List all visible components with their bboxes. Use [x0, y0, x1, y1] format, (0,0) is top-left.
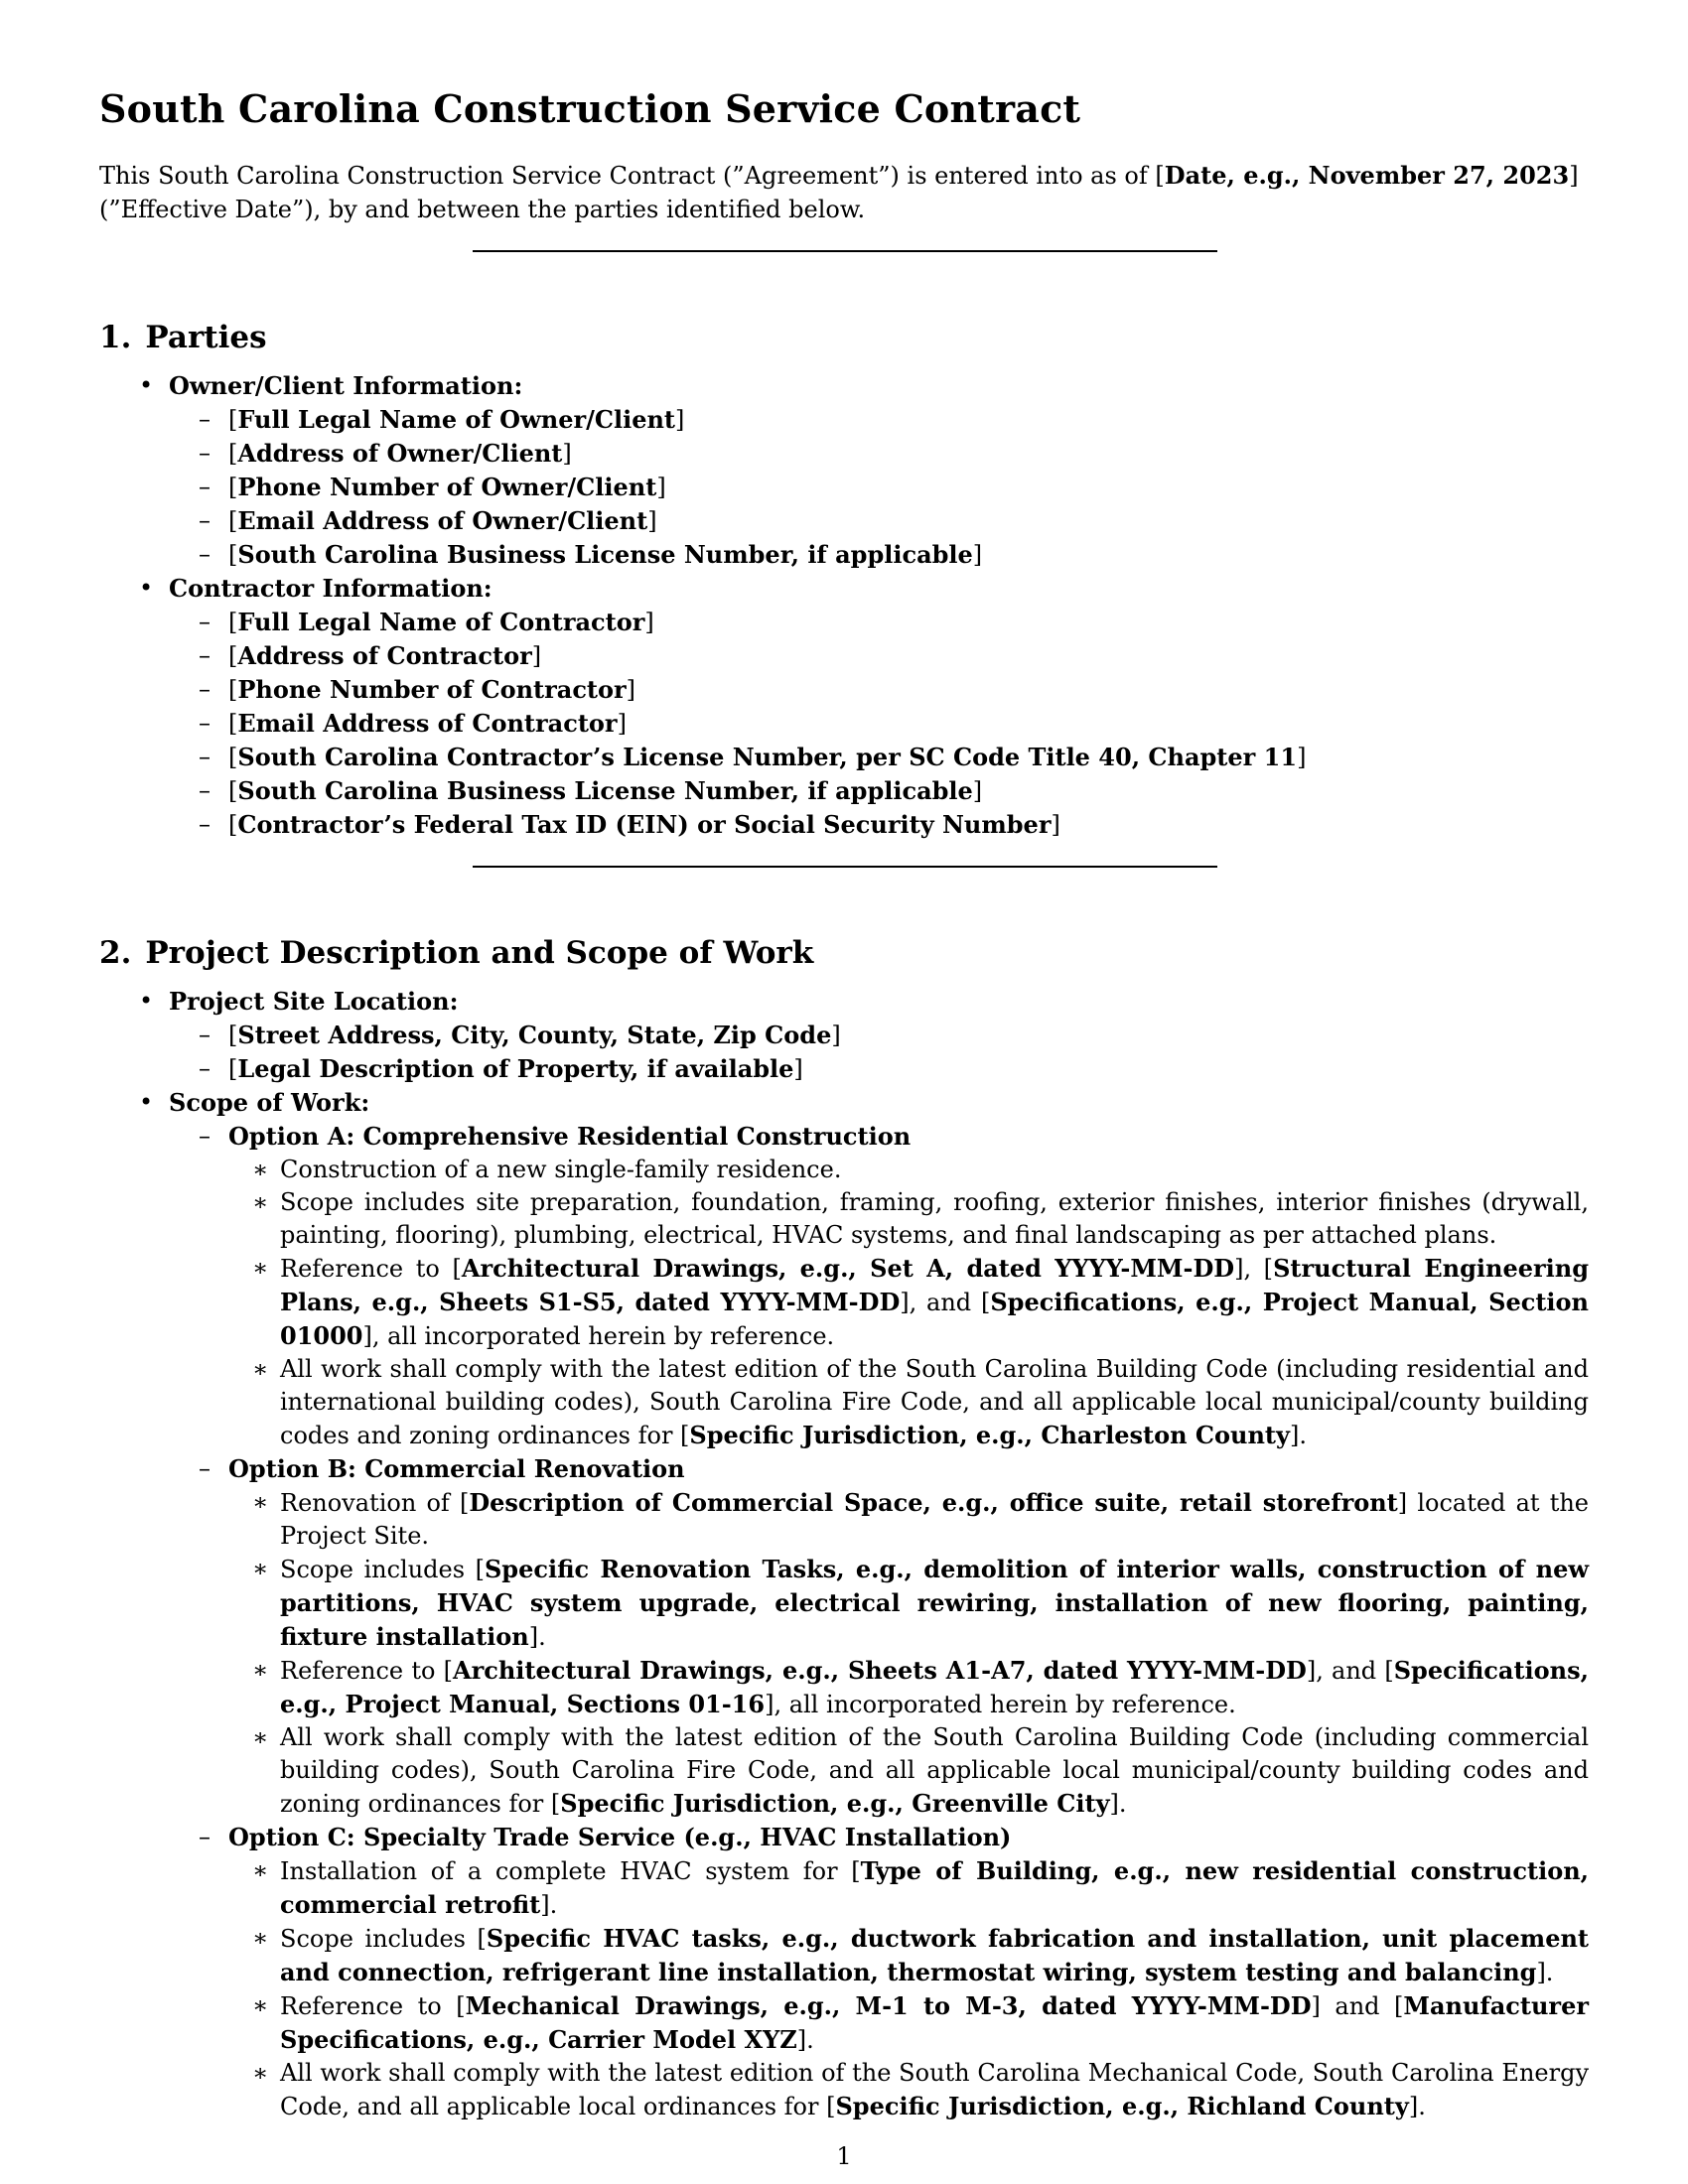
placeholder-field: Specific HVAC tasks, e.g., ductwork fabrication and installation, unit placement and connection, refrigerant line installation, thermostat wiring, system testing and balancing: [280, 1924, 1590, 1986]
item-text: Installation of a complete HVAC system for [: [280, 1857, 861, 1885]
asterisk-icon: ∗: [252, 1555, 269, 1582]
item-text: ].: [796, 2026, 814, 2054]
section-number: 1.: [99, 320, 132, 355]
list-item: – [Legal Description of Property, if available]: [199, 1054, 803, 1083]
list-item: – [Phone Number of Contractor]: [199, 675, 636, 704]
dash-icon: –: [199, 473, 211, 500]
section-divider: [99, 226, 1589, 284]
list-item: – [South Carolina Business License Number, if applicable]: [199, 776, 983, 805]
option-c-items: [228, 1854, 1589, 2123]
list-item: [228, 1654, 1589, 1721]
dash-icon: –: [199, 675, 211, 703]
asterisk-icon: ∗: [252, 1856, 269, 1884]
dash-icon: –: [199, 810, 211, 838]
item-text: All work shall comply with the latest edition of the South Carolina Mechanical Code, South Carolina Energy Code, and all applicable local ordinances for [: [280, 2059, 1589, 2120]
placeholder-field: Specific Renovation Tasks, e.g., demolition of interior walls, construction of new partitions, HVAC system upgrade, electrical rewiring, installation of new flooring, painting, fixture installation: [280, 1555, 1590, 1651]
list-item: [228, 1154, 1589, 1186]
list-item: [228, 1989, 1589, 2057]
dash-icon: –: [199, 439, 211, 467]
dash-icon: –: [199, 1021, 211, 1048]
option-a-label: Option A: Comprehensive Residential Construction: [228, 1122, 912, 1151]
intro-paragraph: [99, 159, 1589, 226]
asterisk-icon: ∗: [252, 2059, 269, 2087]
scope-list: [99, 985, 1589, 2123]
list-item: [228, 1252, 1589, 1353]
asterisk-icon: ∗: [252, 1355, 269, 1383]
item-text: ], and [: [1306, 1657, 1394, 1685]
placeholder-field: Address of Contractor: [237, 641, 532, 670]
document-title: South Carolina Construction Service Contract: [99, 86, 1081, 131]
placeholder-field: Manufacturer Specifications, e.g., Carrier Model XYZ: [280, 1991, 1589, 2054]
placeholder-field: Description of Commercial Space, e.g., office suite, retail storefront: [469, 1488, 1398, 1517]
site-location-label: Project Site Location:: [169, 987, 459, 1016]
list-item: [228, 1721, 1589, 1821]
intro-text-2: ] (”Effective Date”), by and between the parties identified below.: [99, 162, 1579, 223]
placeholder-field: Address of Owner/Client: [237, 439, 563, 468]
dash-icon: –: [199, 776, 211, 804]
option-b-items: [228, 1486, 1589, 1821]
placeholder-field: Type of Building, e.g., new residential construction, commercial retrofit: [280, 1856, 1590, 1919]
dash-icon: –: [199, 1054, 211, 1082]
scope-options-list: [169, 1120, 1589, 2123]
list-item: [228, 1854, 1589, 1922]
placeholder-field: Street Address, City, County, State, Zip Code: [237, 1021, 832, 1049]
owner-info-list: [169, 403, 1589, 572]
option-b: [169, 1452, 1589, 1821]
dash-icon: –: [199, 743, 211, 770]
asterisk-icon: ∗: [252, 1488, 269, 1516]
item-text: ] located at the Project Site.: [280, 1489, 1589, 1550]
item-text: ].: [528, 1623, 546, 1651]
placeholder-field: Specific Jurisdiction, e.g., Charleston County: [689, 1421, 1290, 1449]
item-text: Renovation of [: [280, 1489, 470, 1517]
effective-date-placeholder: Date, e.g., November 27, 2023: [1164, 161, 1570, 190]
scope-of-work-label: Scope of Work:: [169, 1088, 370, 1117]
item-text: Construction of a new single-family residence.: [280, 1156, 842, 1183]
list-item: [228, 1486, 1589, 1553]
placeholder-field: Email Address of Owner/Client: [237, 506, 648, 535]
list-item: – [Email Address of Owner/Client]: [199, 506, 657, 535]
horizontal-rule: [473, 250, 1217, 252]
placeholder-field: Specific Jurisdiction, e.g., Richland County: [835, 2092, 1409, 2120]
item-text: ], all incorporated herein by reference.: [362, 1322, 835, 1350]
owner-info-label: Owner/Client Information:: [169, 371, 523, 400]
list-item: [99, 369, 1589, 572]
item-text: ].: [540, 1891, 558, 1919]
asterisk-icon: ∗: [252, 1188, 269, 1216]
asterisk-icon: ∗: [252, 1924, 269, 1952]
document-body: [99, 83, 1589, 2123]
list-item: – [South Carolina Contractor’s License Number, per SC Code Title 40, Chapter 11]: [199, 743, 1307, 771]
bullet-icon: •: [139, 987, 154, 1015]
list-item: – [Street Address, City, County, State, Zip Code]: [199, 1021, 841, 1049]
asterisk-icon: ∗: [252, 1991, 269, 2019]
contractor-info-label: Contractor Information:: [169, 574, 492, 603]
bullet-icon: •: [139, 574, 154, 602]
item-text: ].: [1408, 2093, 1426, 2120]
section-heading-scope: [99, 933, 1589, 973]
item-text: Reference to [: [280, 1255, 462, 1283]
item-text: ].: [1289, 1422, 1307, 1449]
horizontal-rule: [473, 866, 1217, 868]
page-number: 1: [836, 2142, 852, 2170]
list-item: – [Phone Number of Owner/Client]: [199, 473, 666, 501]
section-number: 2.: [99, 935, 132, 971]
list-item: – [Full Legal Name of Contractor]: [199, 608, 654, 636]
section-title: Parties: [145, 320, 267, 355]
dash-icon: –: [199, 405, 211, 433]
dash-icon: –: [199, 709, 211, 737]
placeholder-field: Phone Number of Owner/Client: [237, 473, 657, 501]
item-text: Scope includes [: [280, 1556, 485, 1583]
dash-icon: –: [199, 1823, 211, 1850]
option-a-items: [228, 1154, 1589, 1452]
placeholder-field: South Carolina Business License Number, if applicable: [237, 540, 973, 569]
asterisk-icon: ∗: [252, 1156, 269, 1183]
section-divider: [99, 842, 1589, 899]
placeholder-field: Specific Jurisdiction, e.g., Greenville City: [560, 1789, 1110, 1818]
item-text: ], all incorporated herein by reference.: [765, 1691, 1236, 1718]
dash-icon: –: [199, 540, 211, 568]
option-a: [169, 1120, 1589, 1452]
option-c: [169, 1821, 1589, 2123]
asterisk-icon: ∗: [252, 1656, 269, 1684]
placeholder-field: Full Legal Name of Contractor: [237, 608, 645, 636]
item-text: ] and [: [1311, 1992, 1404, 2020]
placeholder-field: Phone Number of Contractor: [237, 675, 627, 704]
intro-text-1: This South Carolina Construction Service Contract (”Agreement”) is entered into as of [: [99, 162, 1165, 190]
item-text: ].: [1109, 1790, 1127, 1818]
item-text: Reference to [: [280, 1657, 453, 1685]
placeholder-field: South Carolina Business License Number, if applicable: [237, 776, 973, 805]
item-text: ], and [: [900, 1289, 991, 1316]
section-title: Project Description and Scope of Work: [145, 935, 814, 971]
placeholder-field: Contractor’s Federal Tax ID (EIN) or Social Security Number: [237, 810, 1052, 839]
placeholder-field: Architectural Drawings, e.g., Set A, dated YYYY-MM-DD: [461, 1254, 1235, 1283]
item-text: Scope includes site preparation, foundation, framing, roofing, exterior finishes, interior finishes (drywall, painting, flooring), plumbing, electrical, HVAC systems, and final landscaping as per attached plans.: [280, 1188, 1589, 1249]
site-location-list: [169, 1019, 1589, 1086]
item-text: Scope includes [: [280, 1925, 487, 1953]
option-b-label: Option B: Commercial Renovation: [228, 1454, 685, 1483]
placeholder-field: Specifications, e.g., Project Manual, Section 01000: [280, 1288, 1590, 1350]
bullet-icon: •: [139, 1088, 154, 1116]
list-item: [228, 1553, 1589, 1654]
list-item: [99, 985, 1589, 1086]
placeholder-field: Architectural Drawings, e.g., Sheets A1-A7, dated YYYY-MM-DD: [452, 1656, 1307, 1685]
bullet-icon: •: [139, 371, 154, 399]
dash-icon: –: [199, 641, 211, 669]
dash-icon: –: [199, 608, 211, 635]
asterisk-icon: ∗: [252, 1723, 269, 1751]
option-c-label: Option C: Specialty Trade Service (e.g., HVAC Installation): [228, 1823, 1012, 1851]
list-item: [99, 1086, 1589, 2123]
placeholder-field: Full Legal Name of Owner/Client: [237, 405, 676, 434]
contractor-info-list: [169, 606, 1589, 842]
list-item: – [Contractor’s Federal Tax ID (EIN) or Social Security Number]: [199, 810, 1060, 839]
placeholder-field: South Carolina Contractor’s License Number, per SC Code Title 40, Chapter 11: [237, 743, 1298, 771]
parties-list: [99, 369, 1589, 842]
list-item: – [Email Address of Contractor]: [199, 709, 627, 738]
list-item: – [Address of Contractor]: [199, 641, 542, 670]
list-item: – [Full Legal Name of Owner/Client]: [199, 405, 685, 434]
placeholder-field: Mechanical Drawings, e.g., M-1 to M-3, dated YYYY-MM-DD: [465, 1991, 1312, 2020]
list-item: – [South Carolina Business License Number, if applicable]: [199, 540, 983, 569]
item-text: ].: [1536, 1959, 1554, 1986]
dash-icon: –: [199, 1454, 211, 1482]
dash-icon: –: [199, 506, 211, 534]
list-item: [228, 2057, 1589, 2123]
item-text: ], [: [1234, 1255, 1274, 1283]
list-item: [228, 1922, 1589, 1989]
item-text: All work shall comply with the latest edition of the South Carolina Building Code (including commercial building codes), South Carolina Fire Code, and all applicable local municipal/county building codes and zoning ordinances for [: [280, 1723, 1589, 1818]
list-item: [228, 1186, 1589, 1252]
dash-icon: –: [199, 1122, 211, 1150]
item-text: Reference to [: [280, 1992, 466, 2020]
placeholder-field: Structural Engineering Plans, e.g., Sheets S1-S5, dated YYYY-MM-DD: [280, 1254, 1589, 1316]
list-item: [99, 572, 1589, 842]
list-item: [228, 1353, 1589, 1452]
placeholder-field: Legal Description of Property, if available: [237, 1054, 794, 1083]
placeholder-field: Specifications, e.g., Project Manual, Sections 01-16: [280, 1656, 1589, 1718]
section-heading-parties: [99, 318, 1589, 357]
item-text: All work shall comply with the latest edition of the South Carolina Building Code (including residential and international building codes), South Carolina Fire Code, and all applicable local municipal/county building codes and zoning ordinances for [: [280, 1355, 1589, 1449]
placeholder-field: Email Address of Contractor: [237, 709, 618, 738]
list-item: – [Address of Owner/Client]: [199, 439, 572, 468]
asterisk-icon: ∗: [252, 1254, 269, 1282]
